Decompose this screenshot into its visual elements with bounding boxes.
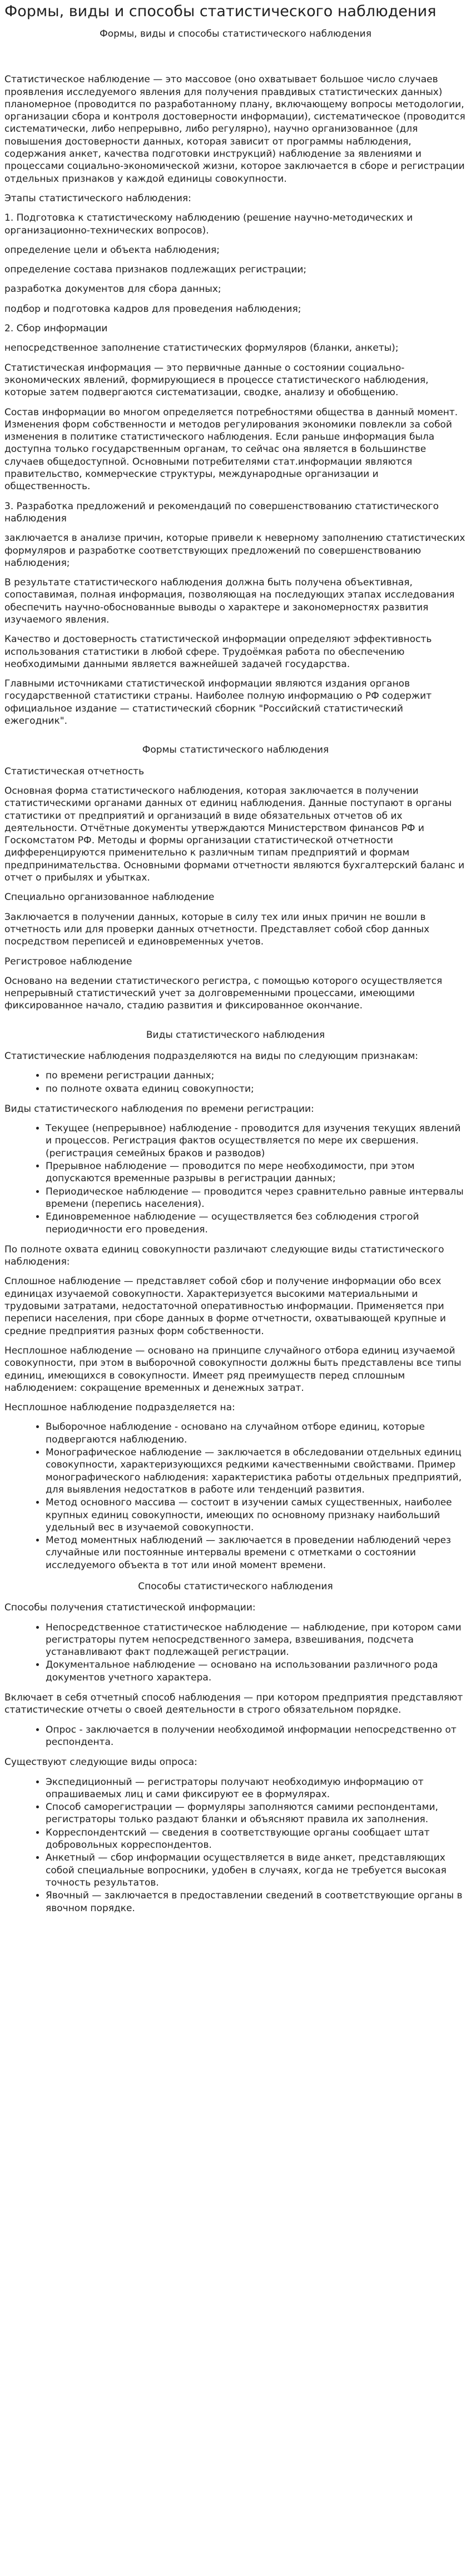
methods-section-heading: Способы статистического наблюдения <box>138 1580 333 1592</box>
list-item: • Монографическое наблюдение — заключается в обследовании отдельных единиц совокупности, характеризующихся редкими качественными свойствами. Пример монографического наблюдения: характеристика работы отдельных предприятий, для выявления недостатков в работе или тенденций развития. <box>46 1446 467 1496</box>
stage-1-step: разработка документов для сбора данных; <box>4 284 221 295</box>
time-types-intro: Виды статистического наблюдения по времени регистрации: <box>4 1103 314 1115</box>
methods-list <box>4 1622 467 1684</box>
stage-1-step: определение цели и объекта наблюдения; <box>4 244 220 256</box>
types-criteria-list <box>4 1070 467 1095</box>
page-title: Формы, виды и способы статистического наблюдения <box>4 3 437 20</box>
result-paragraph: В результате статистического наблюдения должна быть получена объективная, сопоставимая, полная информация, позволяющая на последующих этапах исследования обеспечить научно-обоснованные выводы о характере и закономерностях развития изучаемого явления. <box>4 577 455 625</box>
list-item: • Непосредственное статистическое наблюдение — наблюдение, при котором сами регистраторы путем непосредственного замера, взвешивания, подсчета устанавливают факт подлежащей регистрации. <box>46 1622 467 1659</box>
stage-1-step: определение состава признаков подлежащих регистрации; <box>4 264 307 276</box>
sources-paragraph: Главными источниками статистической информации являются издания органов государственной статистики страны. Наиболее полную информацию о РФ содержит официальное издание — статистический сборник "Российский статистический ежегодник". <box>4 678 432 727</box>
list-item: • Экспедиционный — регистраторы получают необходимую информацию от опрашиваемых лиц и сами фиксируют ее в формулярах. <box>46 1776 467 1801</box>
info-definition-paragraph: Статистическая информация — это первичные данные о состоянии социально-экономических явлений, формирующиеся в процессе статистического наблюдения, которые затем подвергаются систематизации, сводке, анализу и обобщению. <box>4 362 429 399</box>
stages-heading: Этапы статистического наблюдения: <box>4 192 191 204</box>
noncontinuous-intro: Несплошное наблюдение подразделяется на: <box>4 1402 235 1414</box>
methods-intro: Способы получения статистической информации: <box>4 1602 256 1614</box>
list-item: • Документальное наблюдение — основано на использовании различного рода документов учетного характера. <box>46 1659 467 1684</box>
reporting-method-text: Включает в себя отчетный способ наблюдения — при котором предприятия представляют статистические отчеты о своей деятельности в строго обязательном порядке. <box>4 1692 463 1716</box>
list-item: • Анкетный — сбор информации осуществляется в виде анкет, представляющих собой специальные вопросники, удобен в случаях, когда не требуется высокая точность результатов. <box>46 1852 467 1889</box>
reporting-text: Основная форма статистического наблюдения, которая заключается в получении статистическими органами данных от единиц наблюдения. Данные поступают в органы статистики от предприятий и организаций в виде обязательных отчетов об их деятельности. Отчётные документы утверждаются Министерством финансов РФ и Госкомстатом РФ. Методы и формы организации статистической отчетности дифференцируются применительно к различным типам предприятий и формам предпринимательства. Основными формами отчетности являются бухгалтерский баланс и отчет о прибылях и убытках. <box>4 785 465 884</box>
list-item: • Явочный — заключается в предоставлении сведений в соответствующие органы в явочном порядке. <box>46 1889 467 1914</box>
list-item: • Корреспондентский — сведения в соответствующие органы сообщает штат добровольных корреспондентов. <box>46 1827 467 1852</box>
list-item: • Выборочное наблюдение - основано на случайном отборе единиц, которые подвергаются наблюдению. <box>46 1421 467 1446</box>
info-composition-paragraph: Состав информации во многом определяется потребностями общества в данный момент. Изменения форм собственности и методов регулирования экономики повлекли за собой изменения в политике статистического наблюдения. Если раньше информация была доступна только государственным органам, то сейчас она является в большинстве случаев общедоступной. Основными потребителями стат.информации являются правительство, коммерческие структуры, международные организации и общественность. <box>4 406 458 493</box>
survey-list <box>4 1724 467 1749</box>
special-observation-text: Заключается в получении данных, которые в силу тех или иных причин не вошли в отчетность или для проверки данных отчетности. Представляет собой сбор данных посредством переписей и единовременных учетов. <box>4 911 430 948</box>
coverage-intro: По полноте охвата единиц совокупности различают следующие виды статистического наблюдения: <box>4 1244 444 1268</box>
quality-paragraph: Качество и достоверность статистической информации определяют эффективность использования статистики в любой сфере. Трудоёмкая работа по обеспечению необходимыми данными является важнейшей задачей государства. <box>4 634 432 670</box>
list-item: • Текущее (непрерывное) наблюдение - проводится для изучения текущих явлений и процессов. Регистрация фактов осуществляется по мере их свершения. (регистрация семейных браков и разводов) <box>46 1122 467 1160</box>
stage-1-step: подбор и подготовка кадров для проведения наблюдения; <box>4 303 301 315</box>
survey-types-list <box>4 1776 467 1914</box>
page-subtitle: Формы, виды и способы статистического наблюдения <box>100 28 371 39</box>
list-item: • по времени регистрации данных; <box>46 1070 467 1082</box>
stage-3-step: заключается в анализе причин, которые привели к неверному заполнению статистических формуляров и разработке соответствующих предложений по совершенствованию наблюдения; <box>4 533 465 569</box>
continuous-observation-text: Сплошное наблюдение — представляет собой сбор и получение информации обо всех единицах изучаемой совокупности. Характеризуется высокими материальными и трудовыми затратами, недостаточной оперативностью информации. Применяется при переписи населения, при сборе данных в форме отчетности, охватывающей крупные и средние предприятия разных форм собственности. <box>4 1276 446 1337</box>
stage-3-heading: 3. Разработка предложений и рекомендаций по совершенствованию статистического наблюдения <box>4 500 439 524</box>
intro-paragraph: Статистическое наблюдение — это массовое (оно охватывает большое число случаев проявления исследуемого явления для получения правдивых статистических данных) планомерное (проводится по разработанному плану, включающему вопросы методологии, организации сбора и контроля достоверности информации), систематическое (проводится систематически, либо непрерывно, либо регулярно), научно организованное (для повышения достоверности данных, которая зависит от программы наблюдения, содержания анкет, качества подготовки инструкций) наблюдение за явлениями и процессами социально-экономической жизни, которое заключается в сборе и регистрации отдельных признаков у каждой единицы совокупности. <box>4 74 465 185</box>
noncontinuous-list <box>4 1421 467 1572</box>
register-observation-title: Регистровое наблюдение <box>4 956 132 967</box>
list-item: • по полноте охвата единиц совокупности; <box>46 1083 467 1095</box>
list-item: • Единовременное наблюдение — осуществляется без соблюдения строгой периодичности его проведения. <box>46 1211 467 1236</box>
noncontinuous-observation-text: Несплошное наблюдение — основано на принципе случайного отбора единиц изучаемой совокупности, при этом в выборочной совокупности должны быть представлены все типы единиц, имеющихся в совокупности. Имеет ряд преимуществ перед сплошным наблюдением: сокращение временных и денежных затрат. <box>4 1345 462 1394</box>
list-item: • Опрос - заключается в получении необходимой информации непосредственно от респондента. <box>46 1724 467 1749</box>
register-observation-text: Основано на ведении статистического регистра, с помощью которого осуществляется непрерывный статистический учет за долговременными процессами, имеющими фиксированное начало, стадию развития и фиксированное окончание. <box>4 975 443 1012</box>
list-item: • Метод моментных наблюдений — заключается в проведении наблюдений через случайные или постоянные интервалы времени с отметками о состоянии исследуемого объекта в тот или иной момент времени. <box>46 1534 467 1572</box>
stage-1-heading: 1. Подготовка к статистическому наблюдению (решение научно-методических и организационно-технических вопросов). <box>4 212 413 236</box>
special-observation-title: Специально организованное наблюдение <box>4 892 215 903</box>
stage-2-step: непосредственное заполнение статистических формуляров (бланки, анкеты); <box>4 342 399 354</box>
list-item: • Периодическое наблюдение — проводится через сравнительно равные интервалы времени (перепись населения). <box>46 1186 467 1211</box>
stage-2-heading: 2. Сбор информации <box>4 323 108 335</box>
types-intro: Статистические наблюдения подразделяются на виды по следующим признакам: <box>4 1051 419 1062</box>
time-types-list <box>4 1122 467 1236</box>
list-item: • Способ саморегистрации — формуляры заполняются самими респондентами, регистраторы только раздают бланки и объясняют правила их заполнения. <box>46 1801 467 1826</box>
types-section-heading: Виды статистического наблюдения <box>146 1029 325 1041</box>
list-item: • Метод основного массива — состоит в изучении самых существенных, наиболее крупных единиц совокупности, имеющих по основному признаку наибольший удельный вес в изучаемой совокупности. <box>46 1496 467 1534</box>
survey-types-intro: Существуют следующие виды опроса: <box>4 1757 197 1768</box>
forms-section-heading: Формы статистического наблюдения <box>142 744 329 756</box>
reporting-title: Статистическая отчетность <box>4 765 145 777</box>
list-item: • Прерывное наблюдение — проводится по мере необходимости, при этом допускаются временные разрывы в регистрации данных; <box>46 1160 467 1185</box>
